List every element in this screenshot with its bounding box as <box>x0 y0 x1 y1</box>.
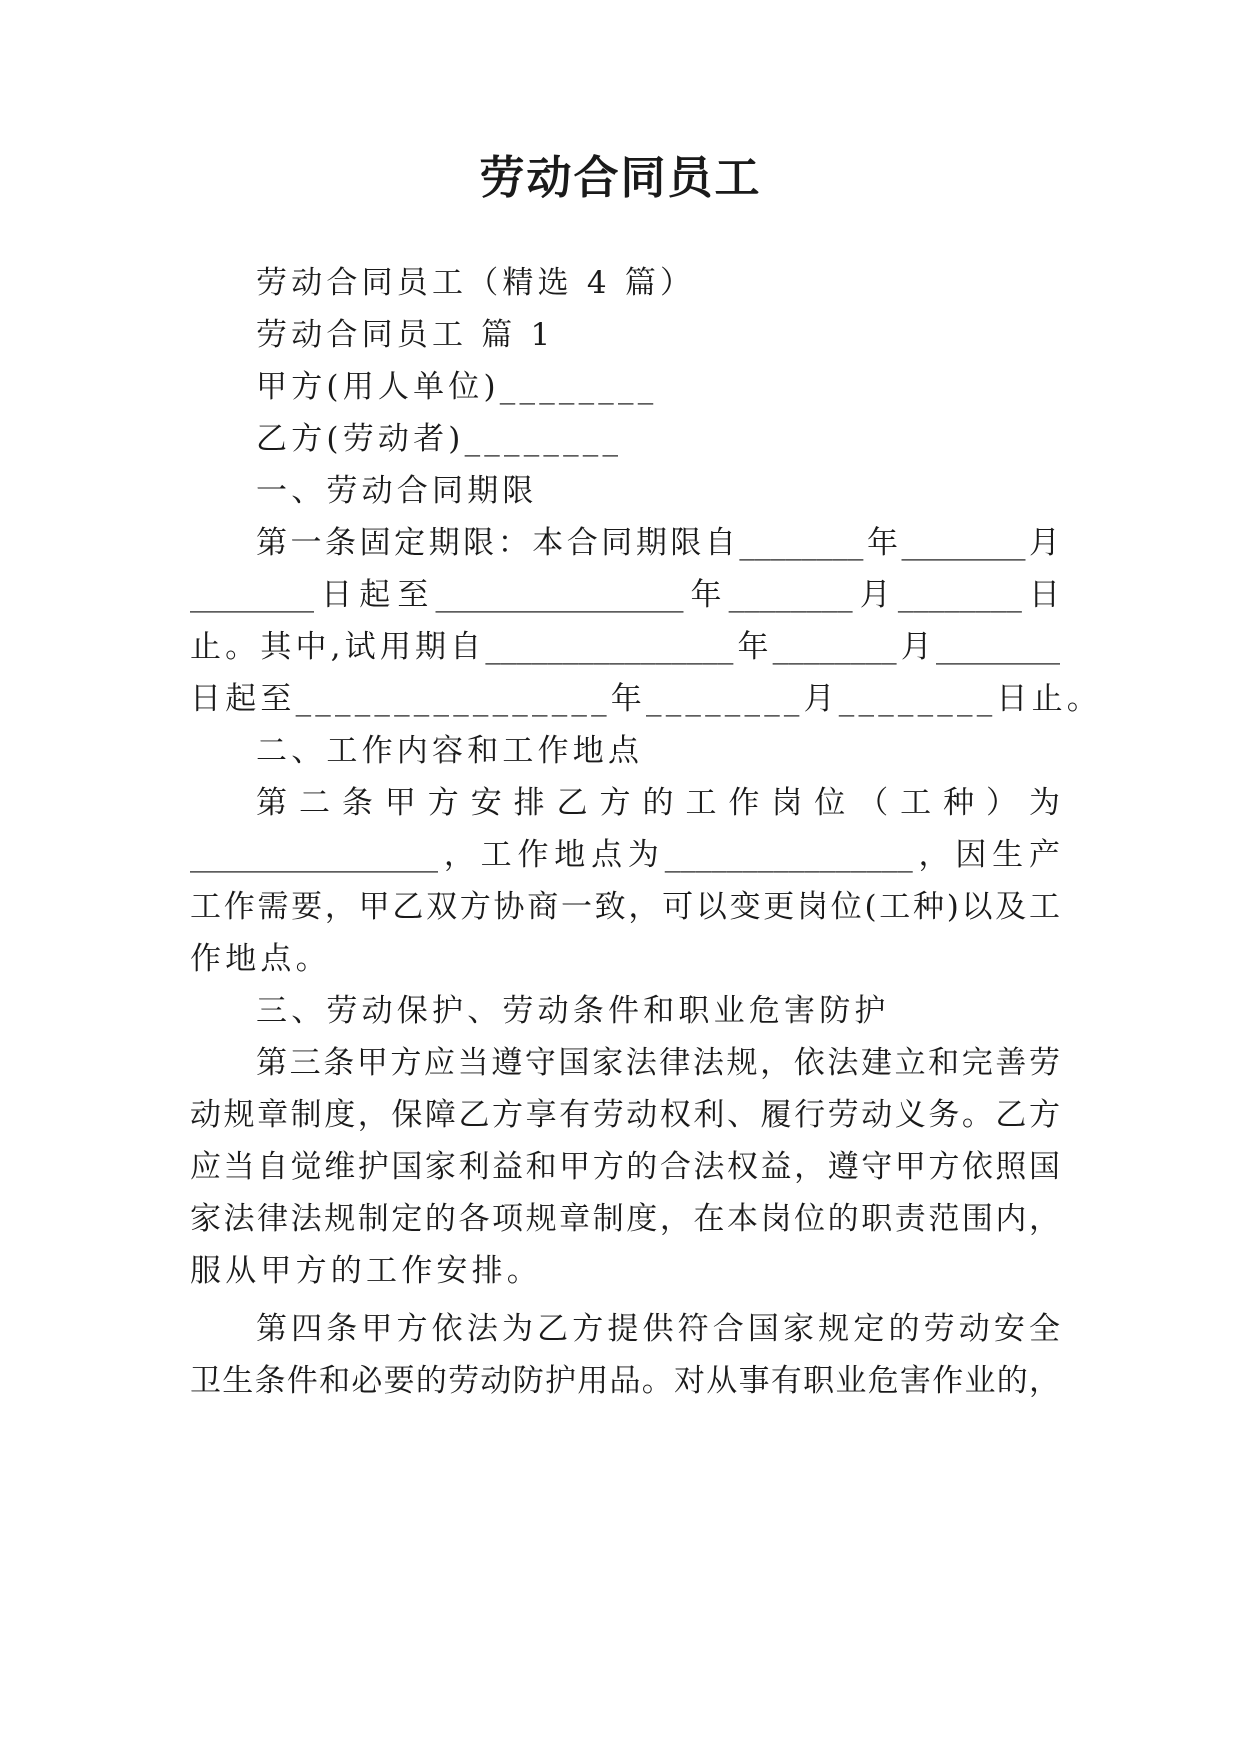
paragraph-line: 家法律法规制定的各项规章制度，在本岗位的职责范围内， <box>190 1201 1060 1237</box>
paragraph-line: 第 二 条 甲 方 安 排 乙 方 的 工 作 岗 位 （ 工 种 ） 为 <box>256 785 1060 821</box>
paragraph-line: 日起至________________年________月________日止。 <box>190 681 1102 717</box>
document-title: 劳动合同员工 <box>479 151 762 204</box>
paragraph-line: 第一条固定期限：本合同期限自________年________月 <box>256 525 1060 561</box>
paragraph-line: 止。其中,试用期自________________年________月________ <box>190 629 1060 665</box>
paragraph-line: 动规章制度，保障乙方享有劳动权利、履行劳动义务。乙方 <box>190 1097 1060 1133</box>
paragraph-line: 作地点。 <box>190 941 331 977</box>
paragraph-line: 服从甲方的工作安排。 <box>190 1253 542 1289</box>
section-heading: 三、劳动保护、劳动条件和职业危害防护 <box>256 993 890 1029</box>
section-heading: 二、工作内容和工作地点 <box>256 733 644 769</box>
paragraph-line: ________日起至________________年________月________日 <box>190 577 1060 613</box>
section-heading: 劳动合同员工 篇 1 <box>256 317 555 353</box>
paragraph-line: 应当自觉维护国家利益和甲方的合法权益，遵守甲方依照国 <box>190 1149 1060 1185</box>
party-a-line: 甲方(用人单位)________ <box>256 369 658 405</box>
party-b-line: 乙方(劳动者)________ <box>256 421 623 457</box>
paragraph-line: 第三条甲方应当遵守国家法律法规，依法建立和完善劳 <box>256 1045 1060 1081</box>
paragraph-line: 第四条甲方依法为乙方提供符合国家规定的劳动安全 <box>256 1311 1060 1347</box>
paragraph-line: 卫生条件和必要的劳动防护用品。对从事有职业危害作业的， <box>190 1363 1060 1399</box>
paragraph-line: 工作需要，甲乙双方协商一致，可以变更岗位(工种)以及工 <box>190 889 1060 925</box>
paragraph-line: ________________，工作地点为________________，因生产 <box>190 837 1060 873</box>
doc-subtitle: 劳动合同员工（精选 4 篇） <box>256 265 696 301</box>
section-heading: 一、劳动合同期限 <box>256 473 538 509</box>
